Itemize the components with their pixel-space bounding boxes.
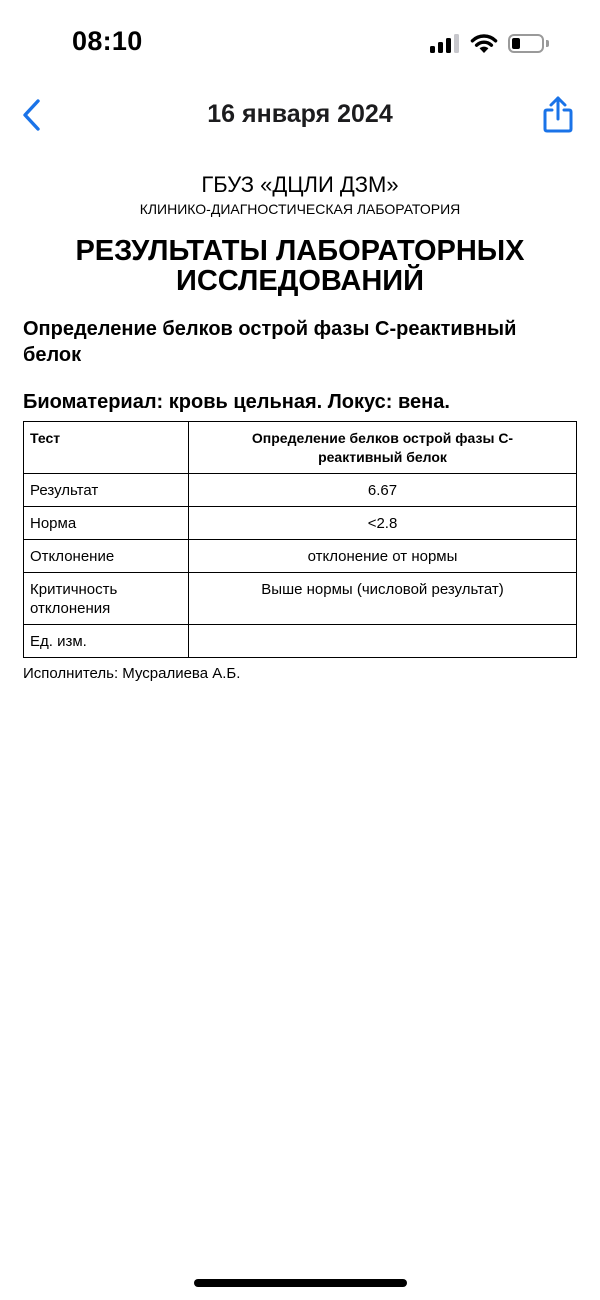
biomaterial-info: Биоматериал: кровь цельная. Локус: вена. xyxy=(23,391,450,413)
row-value-cell: отклонение от нормы xyxy=(189,540,577,573)
table-header-row xyxy=(24,422,577,474)
table-row xyxy=(24,625,577,658)
header-value-cell: Определение белков острой фазы С-реактивный белок xyxy=(189,422,577,474)
row-label-cell: Критичность отклонения xyxy=(24,573,189,625)
executor-info: Исполнитель: Мусралиева А.Б. xyxy=(23,665,241,682)
row-value-cell: 6.67 xyxy=(189,474,577,507)
status-time: 08:10 xyxy=(72,26,143,56)
report-title xyxy=(23,236,577,296)
test-title: Определение белков острой фазы С-реактивный белок xyxy=(23,318,517,366)
organization-name: ГБУЗ «ДЦЛИ ДЗМ» xyxy=(201,172,399,197)
row-label-cell: Отклонение xyxy=(24,540,189,573)
results-table xyxy=(23,421,577,658)
row-value-cell xyxy=(189,625,577,658)
row-label-cell: Результат xyxy=(24,474,189,507)
share-button[interactable] xyxy=(538,94,578,136)
table-row xyxy=(24,540,577,573)
battery-tip xyxy=(546,40,549,47)
laboratory-name: КЛИНИКО-ДИАГНОСТИЧЕСКАЯ ЛАБОРАТОРИЯ xyxy=(139,201,461,217)
table-row xyxy=(24,507,577,540)
header-label-cell: Тест xyxy=(24,422,189,474)
report-title-line2: ИССЛЕДОВАНИЙ xyxy=(176,265,424,297)
row-value-cell: <2.8 xyxy=(189,507,577,540)
wifi-icon xyxy=(469,32,499,54)
report-title-line1: РЕЗУЛЬТАТЫ ЛАБОРАТОРНЫХ xyxy=(75,235,525,267)
row-value-cell: Выше нормы (числовой результат) xyxy=(189,573,577,625)
home-indicator[interactable] xyxy=(194,1279,407,1287)
lab-report-document xyxy=(23,172,577,683)
table-row xyxy=(24,474,577,507)
page-title: 16 января 2024 xyxy=(207,100,393,128)
row-label-cell: Ед. изм. xyxy=(24,625,189,658)
table-row xyxy=(24,573,577,625)
row-label-cell: Норма xyxy=(24,507,189,540)
battery-icon xyxy=(508,34,544,53)
cellular-signal-icon xyxy=(430,33,460,53)
